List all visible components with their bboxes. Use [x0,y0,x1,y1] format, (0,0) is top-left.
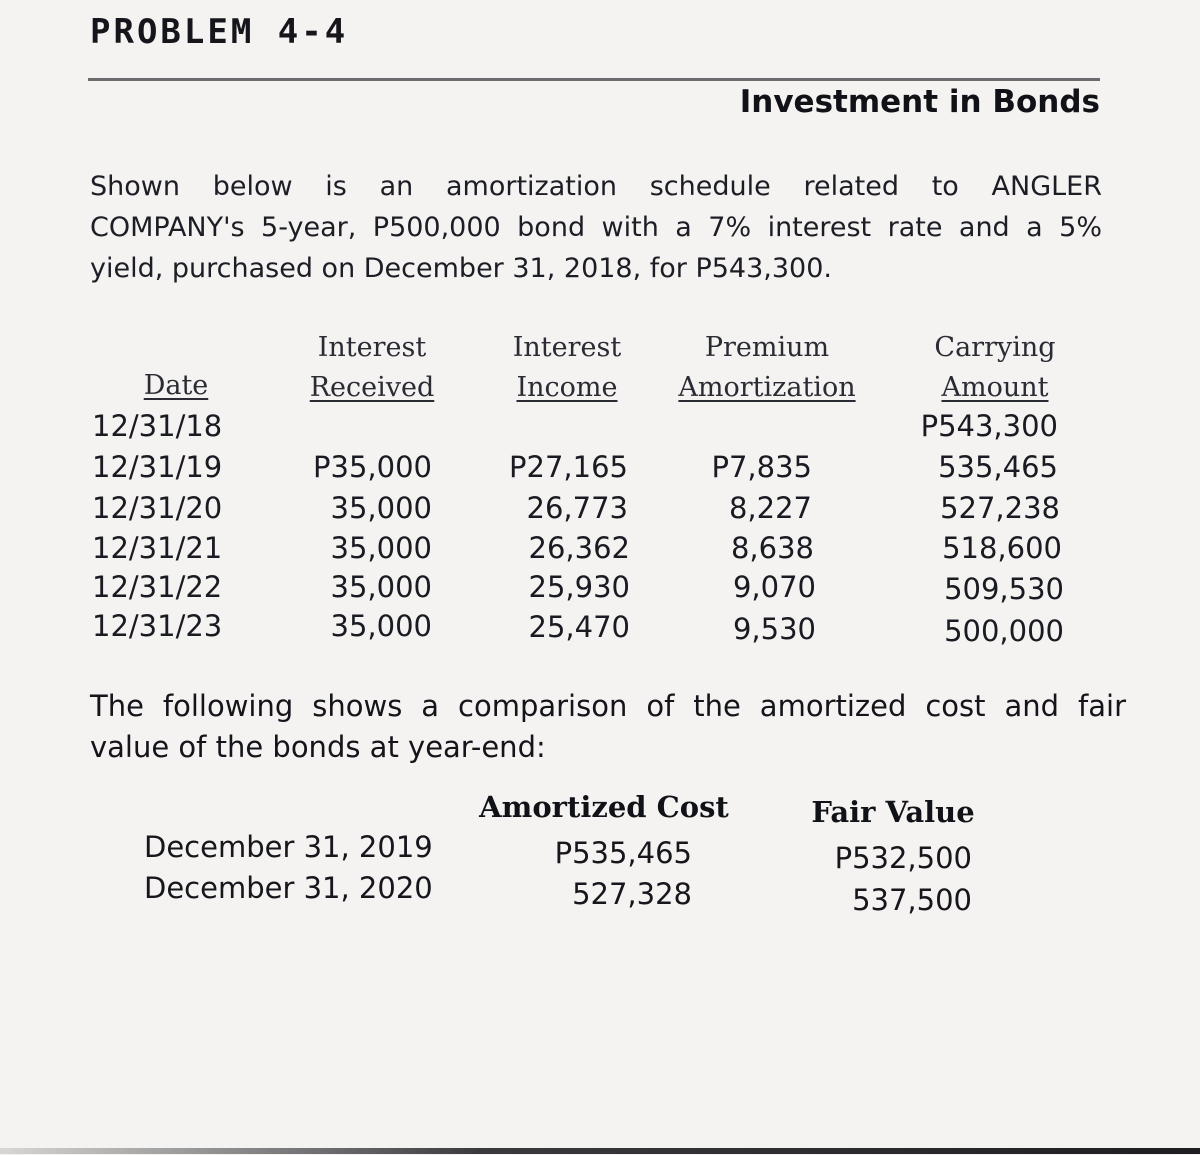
row-date: 12/31/19 [92,450,223,484]
row-date: 12/31/20 [92,491,223,525]
row-received: 35,000 [330,531,432,565]
header-interest-income-line2: Income [516,372,618,403]
bottom-edge [0,1148,1200,1154]
row-date: 12/31/22 [92,570,223,604]
header-premium-line1: Premium [704,332,830,363]
comparison-amortized-cost: 527,328 [572,877,692,911]
header-premium-amortization [662,328,872,408]
header-premium-line2: Amortization [678,372,856,403]
row-premium: 9,070 [732,570,816,604]
row-income: 26,773 [526,491,628,525]
intro-line: Shown below is an amortization schedule related to ANGLER [90,171,1102,202]
row-carrying: 535,465 [938,450,1058,484]
row-received: 35,000 [330,570,432,604]
header-date-label: Date [143,370,209,401]
row-premium: P7,835 [711,450,812,484]
header-carrying-line2: Amount [941,372,1049,403]
row-date: 12/31/18 [92,409,223,443]
problem-heading: PROBLEM 4-4 [90,12,349,52]
row-premium: 9,530 [732,612,816,646]
comparison-line: The following shows a comparison of the amortized cost and fair [90,689,1126,723]
intro-paragraph [90,166,1102,289]
row-date: 12/31/23 [92,609,223,643]
header-interest-received [300,328,444,408]
row-received: 35,000 [330,609,432,643]
comparison-date: December 31, 2020 [144,871,433,905]
row-income: 26,362 [528,531,630,565]
header-fair-value: Fair Value [811,795,975,829]
header-carrying-line1: Carrying [934,332,1056,363]
row-income: 25,470 [528,610,630,644]
intro-line: COMPANY's 5-year, P500,000 bond with a 7% interest rate and a 5% [90,212,1102,243]
comparison-fair-value: P532,500 [834,841,972,875]
row-carrying: 518,600 [942,531,1062,565]
header-interest-income [500,328,634,408]
row-carrying: 500,000 [944,614,1064,648]
row-premium: 8,227 [728,491,812,525]
comparison-line: value of the bonds at year-end: [90,730,546,764]
row-premium: 8,638 [730,531,814,565]
header-carrying-amount [922,328,1068,408]
header-interest-income-line1: Interest [512,332,622,363]
header-interest-received-line2: Received [309,372,435,403]
header-amortized-cost: Amortized Cost [479,790,729,824]
row-income: 25,930 [528,570,630,604]
comparison-paragraph [90,686,1126,768]
intro-line: yield, purchased on December 31, 2018, for P543,300. [90,253,832,284]
comparison-amortized-cost: P535,465 [554,836,692,870]
header-date [140,366,212,406]
row-carrying: 527,238 [940,491,1060,525]
row-received: 35,000 [330,491,432,525]
top-divider [88,78,1100,81]
row-received: P35,000 [313,450,432,484]
comparison-fair-value: 537,500 [852,883,972,917]
row-carrying: P543,300 [920,409,1058,443]
row-date: 12/31/21 [92,531,223,565]
section-title: Investment in Bonds [739,84,1100,120]
header-interest-received-line1: Interest [317,332,427,363]
row-income: P27,165 [509,450,628,484]
row-carrying: 509,530 [944,572,1064,606]
comparison-date: December 31, 2019 [144,830,433,864]
